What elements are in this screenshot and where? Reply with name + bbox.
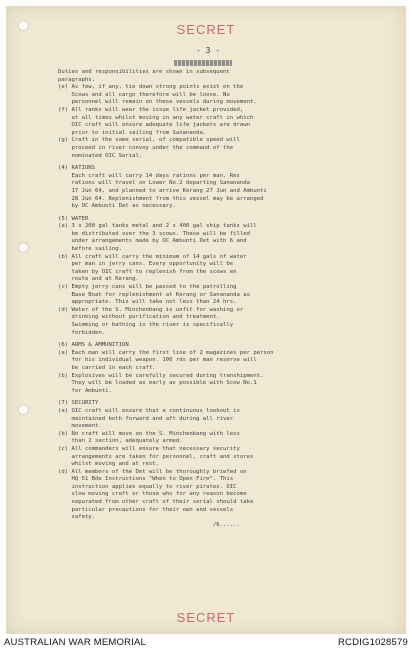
body-line: (f) All ranks will wear the issue life jacket provided, bbox=[58, 106, 244, 113]
body-line: proceed in river convoy under the command of the bbox=[58, 144, 234, 151]
archive-credit: AUSTRALIAN WAR MEMORIAL bbox=[4, 637, 147, 648]
body-line: (c) All commanders will ensure that necessary security bbox=[58, 445, 240, 452]
body-line: before sailing. bbox=[58, 246, 122, 253]
body-line: (d) Water of the S. Minchenbang is unfit for washing or bbox=[58, 306, 244, 313]
section-heading: (6) ARMS & AMMUNITION bbox=[58, 342, 129, 349]
body-line: at all times whilst moving in any water craft in which bbox=[58, 114, 254, 121]
body-line: by OC Ambunti Det as necessary. bbox=[58, 203, 176, 210]
body-line: movement. bbox=[58, 423, 102, 430]
body-line: (a) 3 x 200 gal tanks metal and 2 x 400 gal ship tanks will bbox=[58, 223, 257, 230]
punch-hole bbox=[18, 404, 29, 415]
body-line: (e) As few, if any, tie down strong points exist on the bbox=[58, 84, 244, 91]
body-line: Swimming or bathing in the river is specifically bbox=[58, 322, 234, 328]
body-line: personnel will remain on these vessels during movement. bbox=[58, 99, 257, 106]
body-line: HQ 51 Bde Instructions "When to Open Fire". This bbox=[58, 476, 234, 483]
document-page bbox=[6, 6, 406, 634]
classification-top: SECRET bbox=[176, 22, 236, 37]
body-line: prior to initial sailing from Sanananda. bbox=[58, 129, 207, 136]
archive-reference: RCDIG1028579 bbox=[338, 637, 408, 648]
section-heading: (4) RATIONS bbox=[58, 165, 96, 172]
body-line: maintained both forward and aft during all river bbox=[58, 415, 234, 422]
illegible-heading bbox=[174, 60, 232, 66]
body-line: 17 Jun 64, and planned to arrive Kerang 27 Jun and Ambunti bbox=[58, 187, 267, 194]
body-line: slow moving craft or those who for any reason become bbox=[58, 491, 247, 498]
section-heading: (7) SECURITY bbox=[58, 400, 99, 407]
body-line: Base Boat for replenishment at Kerang or Sanananda as bbox=[58, 291, 250, 298]
body-line: Duties and responsibilities are shown in subsequent bbox=[58, 69, 230, 75]
body-line: under arrangements made by OC Ambunti Det with 6 and bbox=[58, 238, 247, 245]
body-line: (b) No craft will move on the S. Minchenbang with less bbox=[58, 430, 240, 437]
body-line: Each craft will carry 14 days rations per man. Res bbox=[58, 172, 240, 179]
body-line: (d) All members of the Det will be thoroughly briefed on bbox=[58, 468, 247, 475]
body-line: (g) Craft in the same serial, of compatible speed will bbox=[58, 137, 240, 144]
body-line: arrangements are taken for personnel, craft and stores bbox=[58, 453, 254, 460]
body-line: taken by OIC craft to replenish from the scows en bbox=[58, 268, 237, 275]
body-line: safety. bbox=[58, 514, 96, 521]
body-line: 28 Jun 64. Replenishment from this vessel may be arranged bbox=[58, 195, 264, 202]
body-line: nominated OIC Serial. bbox=[58, 152, 143, 159]
body-line: separated from other craft of their serial should take bbox=[58, 499, 254, 506]
body-line: be carried in each craft. bbox=[58, 364, 156, 371]
page-number: - 3 - bbox=[196, 46, 221, 55]
body-line: paragraphs. bbox=[58, 76, 96, 83]
body-line: (b) Explosives will be carefully secured during transhipment. bbox=[58, 372, 264, 379]
body-line: rations will travel on Lower No.2 departing Sanananda bbox=[58, 180, 250, 187]
body-line: per man in jerry cans. Every opportunity will be bbox=[58, 261, 234, 268]
body-line: They will be loaded as early as possible with Scow No.1 bbox=[58, 380, 257, 387]
body-line: instruction applies equally to river pirates. OIC bbox=[58, 483, 237, 490]
body-line: (a) OIC craft will ensure that a continuous lookout is bbox=[58, 407, 240, 414]
body-line: whilst moving and at rest. bbox=[58, 461, 160, 468]
body-line: (b) All craft will carry the minimum of 14 gals of water bbox=[58, 253, 247, 260]
document-body bbox=[58, 69, 398, 529]
body-line: (a) Each man will carry the first line of 2 magazines per person bbox=[58, 349, 274, 356]
body-line: than 2 section, adequately armed. bbox=[58, 438, 183, 445]
body-line: for Ambunti. bbox=[58, 387, 112, 394]
body-line: route and at Kerang. bbox=[58, 276, 139, 283]
body-line: forbidden. bbox=[58, 329, 106, 336]
body-line: be distributed over the 3 scows. These will be filled bbox=[58, 230, 250, 237]
body-line: drinking without purification and treatment. bbox=[58, 314, 220, 321]
body-line: for his individual weapon. 100 rds per man reserve will bbox=[58, 357, 257, 364]
body-line: OIC craft will ensure adequate life jackets are drawn bbox=[58, 122, 250, 129]
punch-hole bbox=[18, 242, 29, 253]
body-line: (c) Empty jerry cans will be passed to the patrolling bbox=[58, 284, 237, 291]
classification-bottom: SECRET bbox=[176, 610, 236, 625]
body-line: /6...... bbox=[58, 521, 240, 528]
body-line: appropriate. This will take not less than 24 hrs. bbox=[58, 299, 237, 306]
section-heading: (5) WATER bbox=[58, 215, 89, 222]
body-line: particular precautions for their own and vessels bbox=[58, 506, 234, 513]
body-line: Scows and all cargo therefore will be loose. No bbox=[58, 91, 230, 98]
